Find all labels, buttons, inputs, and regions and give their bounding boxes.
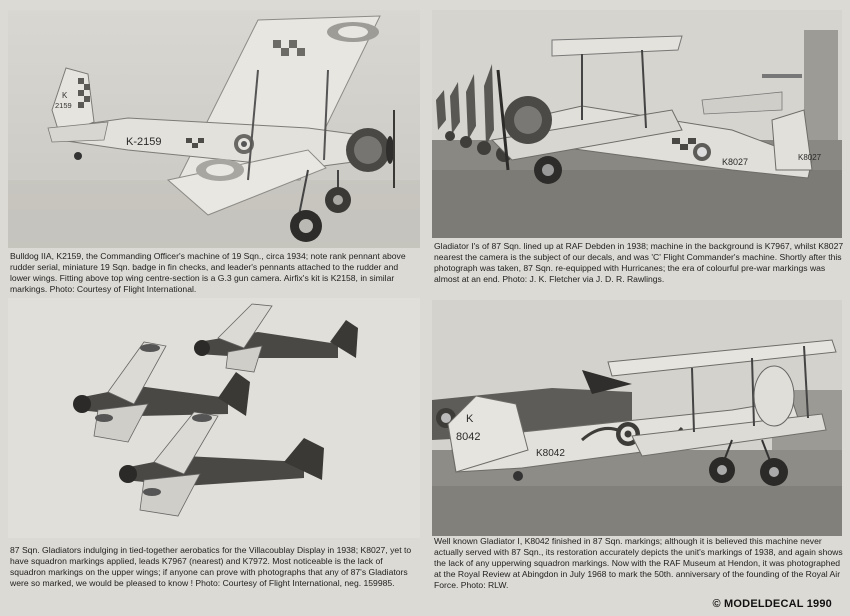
photo-museum (432, 300, 842, 536)
lineup-serial-rear: K8027 (798, 153, 822, 162)
museum-fin-letter: K (466, 413, 474, 425)
caption-museum: Well known Gladiator I, K8042 finished in 87 Sqn. markings; although it is believed this machine never actually served with 87 Sqn., its restoration accurately depicts the unit's markings of 1938, and again shows the lack of any upperwing squadron markings. Now with the RAF Museum at Hendon, it was photographed at the Royal Review at Abingdon in July 1968 to mark the 50th. anniversary of the founding of the Royal Air Force. Photo: RLW. (434, 536, 843, 591)
lineup-serial-front: K8027 (722, 157, 749, 167)
bulldog-fin-letter: K (62, 91, 68, 100)
museum-illustration (432, 300, 842, 536)
caption-bulldog: Bulldog IIA, K2159, the Commanding Officer's machine of 19 Sqn., circa 1934; note rank pennant above rudder serial, miniature 19 Sqn. badge in fin checks, and leader's pennants attached to the rudder and lower wings. Fitting above top wing centre-section is a G.3 gun camera. Airfix's kit is K2158, in similar markings. Photo: Courtesy of Flight International. (10, 251, 406, 295)
lineup-illustration (432, 10, 842, 238)
copyright-notice: © MODELDECAL 1990 (712, 598, 832, 610)
photo-formation (8, 298, 420, 538)
museum-serial: K8042 (536, 448, 565, 459)
photo-lineup (432, 10, 842, 238)
photo-bulldog (8, 10, 420, 248)
formation-illustration (8, 298, 420, 538)
bulldog-serial: K-2159 (126, 136, 162, 148)
caption-formation: 87 Sqn. Gladiators indulging in tied-together aerobatics for the Villacoublay Display in 1938; K8027, yet to have squadron markings applied, leads K7967 (nearest) and K7972. Most noticeable is the lack of squadron markings on the upper wings; if anyone can prove with photographs that any of 87's Gladiators were so marked, we would be pleased to know ! Photo: Courtesy of Flight International, neg. 159985. (10, 545, 412, 589)
bulldog-fin-number: 2159 (55, 101, 72, 110)
museum-fin-number: 8042 (456, 431, 481, 443)
caption-lineup: Gladiator I's of 87 Sqn. lined up at RAF Debden in 1938; machine in the background is K7967, whilst K8027 nearest the camera is the subject of our decals, and was 'C' Flight Commander's machine. Shortly after this photograph was taken, 87 Sqn. re-equipped with Hurricanes; the era of colourful pre-war markings was almost at an end. Photo: J. K. Fletcher via J. D. R. Rawlings. (434, 241, 844, 285)
bulldog-illustration (8, 10, 420, 248)
